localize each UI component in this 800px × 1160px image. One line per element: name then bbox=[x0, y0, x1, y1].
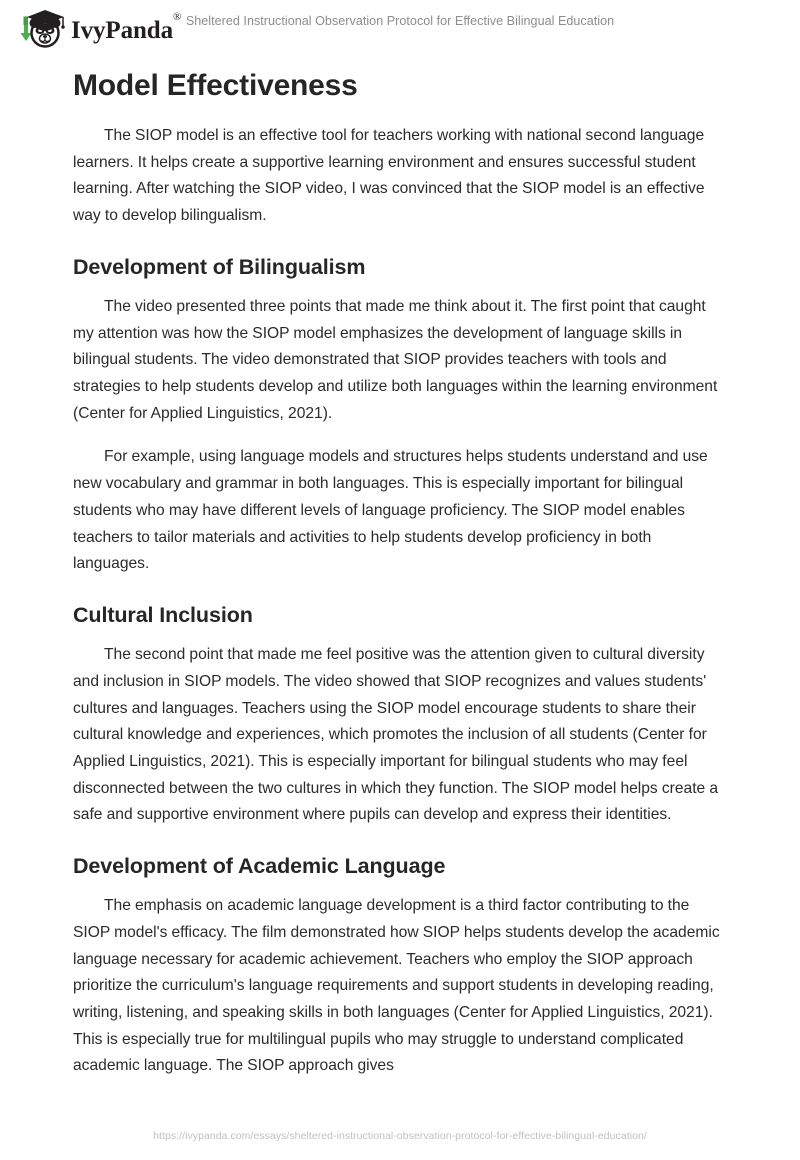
paragraph: The SIOP model is an effective tool for teachers working with national second language learners. It helps create a supportive learning environment and ensures successful student learning. After watching the SIOP video, I was convinced that the SIOP model is an effective way to develop bilingualism. bbox=[73, 127, 705, 225]
running-header-title: Sheltered Instructional Observation Protocol for Effective Bilingual Education bbox=[185, 14, 615, 28]
section-title: Development of Academic Language bbox=[73, 854, 446, 879]
section-title: Cultural Inclusion bbox=[73, 603, 253, 628]
document-body bbox=[73, 68, 721, 1097]
page-header bbox=[0, 0, 800, 52]
page-title: Model Effectiveness bbox=[73, 69, 358, 102]
paragraph: For example, using language models and structures helps students understand and use new vocabulary and grammar in both languages. This is especially important for bilingual students who may have different levels of language proficiency. The SIOP model enables teachers to tailor materials and activities to help students develop proficiency in both languages. bbox=[73, 448, 708, 573]
paragraph: The video presented three points that made me think about it. The first point that caught my attention was how the SIOP model emphasizes the development of language skills in bilingual students. The video demonstrated that SIOP provides teachers with tools and strategies to help students develop and utilize both languages within the learning environment (Center for Applied Linguistics, 2021). bbox=[73, 297, 718, 422]
paragraph: The second point that made me feel positive was the attention given to cultural diversity and inclusion in SIOP models. The video showed that SIOP recognizes and values students' cultures and languages. Teachers using the SIOP model encourage students to share their cultural knowledge and experiences, which promotes the inclusion of all students (Center for Applied Linguistics, 2021). This is especially important for bilingual students who may feel disconnected between the two cultures in which they function. The SIOP model helps create a safe and supportive environment where pupils can develop and express their identities. bbox=[73, 646, 719, 824]
paragraph: The emphasis on academic language development is a third factor contributing to the SIOP model's efficacy. The film demonstrated how SIOP helps students develop the academic language necessary for academic achievement. Teachers who employ the SIOP approach prioritize the curriculum's language requirements and support students in developing reading, writing, listening, and speaking skills in both languages (Center for Applied Linguistics, 2021). This is especially true for multilingual pupils who may struggle to understand complicated academic language. The SIOP approach gives bbox=[73, 897, 720, 1075]
section-title: Development of Bilingualism bbox=[73, 254, 366, 279]
registered-trademark-symbol: ® bbox=[173, 10, 182, 23]
page-footer bbox=[0, 1118, 800, 1160]
source-url[interactable]: https://ivypanda.com/essays/sheltered-instructional-observation-protocol-for-effective-bilingual-education/ bbox=[153, 1130, 647, 1142]
document-blocks bbox=[73, 123, 721, 1080]
brand-name: IvyPanda® bbox=[71, 10, 182, 44]
